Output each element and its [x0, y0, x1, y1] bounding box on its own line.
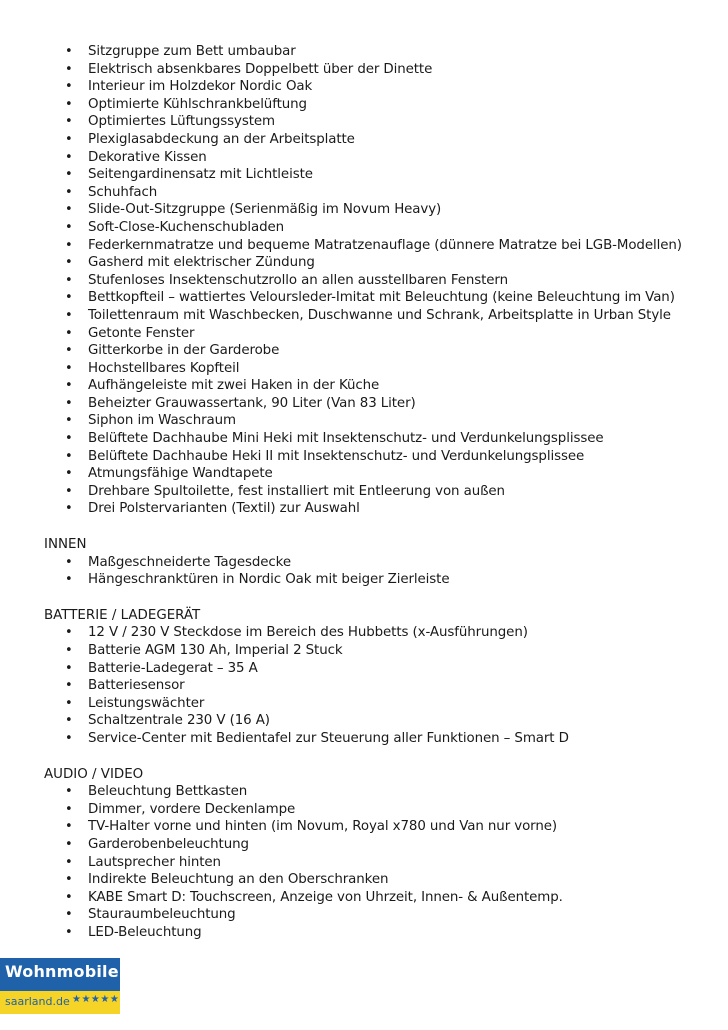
list-item: • Batterie AGM 130 Ah, Imperial 2 Stuck [0, 642, 728, 660]
list-item: • Bettkopfteil – wattiertes Veloursleder-Imitat mit Beleuchtung (keine Beleuchtung im Van) [0, 289, 728, 307]
list-item: • Indirekte Beleuchtung an den Oberschranken [0, 871, 728, 889]
list-item: • Belüftete Dachhaube Mini Heki mit Insektenschutz- und Verdunkelungsplissee [0, 430, 728, 448]
list-item: • Stauraumbeleuchtung [0, 906, 728, 924]
list-item: • Sitzgruppe zum Bett umbaubar [0, 43, 728, 61]
section-heading: BATTERIE / LADEGERÄT [44, 607, 201, 623]
list-item: • Aufhängeleiste mit zwei Haken in der Küche [0, 377, 728, 395]
list-item: • Gitterkorbe in der Garderobe [0, 342, 728, 360]
list-item: • Drei Polstervarianten (Textil) zur Auswahl [0, 500, 728, 518]
list-item: • Optimiertes Lüftungssystem [0, 113, 728, 131]
list-item: • Plexiglasabdeckung an der Arbeitsplatte [0, 131, 728, 149]
section-heading: INNEN [44, 537, 87, 553]
logo-site: saarland.de [5, 995, 70, 1008]
list-item: • Toilettenraum mit Waschbecken, Duschwanne und Schrank, Arbeitsplatte in Urban Style [0, 307, 728, 325]
wohnmobile-saarland-logo[interactable] [0, 958, 120, 1014]
list-item: • Hängeschranktüren in Nordic Oak mit beiger Zierleiste [0, 571, 728, 589]
list-item: • Schuhfach [0, 184, 728, 202]
document-body [0, 43, 728, 942]
section-list [0, 783, 728, 941]
list-item: • Dekorative Kissen [0, 149, 728, 167]
list-item: • Beheizter Grauwassertank, 90 Liter (Van 83 Liter) [0, 395, 728, 413]
section-heading: AUDIO / VIDEO [44, 766, 144, 782]
logo-title: Wohnmobile [5, 962, 119, 981]
list-item: • Schaltzentrale 230 V (16 A) [0, 712, 728, 730]
list-item: • Getonte Fenster [0, 325, 728, 343]
list-item: • Belüftete Dachhaube Heki II mit Insektenschutz- und Verdunkelungsplissee [0, 448, 728, 466]
list-item: • Maßgeschneiderte Tagesdecke [0, 554, 728, 572]
list-item: • Batteriesensor [0, 677, 728, 695]
list-item: • KABE Smart D: Touchscreen, Anzeige von Uhrzeit, Innen- & Außentemp. [0, 889, 728, 907]
list-item: • Batterie-Ladegerat – 35 A [0, 660, 728, 678]
sections [0, 536, 728, 941]
rating-stars-icon: ★★★★★ [72, 994, 120, 1005]
list-item: • Optimierte Kühlschrankbelüftung [0, 96, 728, 114]
list-item: • Leistungswächter [0, 695, 728, 713]
list-item: • TV-Halter vorne und hinten (im Novum, Royal x780 und Van nur vorne) [0, 818, 728, 836]
section-list [0, 624, 728, 747]
list-item: • LED-Beleuchtung [0, 924, 728, 942]
logo-bar [0, 991, 120, 1014]
list-item: • Drehbare Spultoilette, fest installiert mit Entleerung von außen [0, 483, 728, 501]
list-item: • Atmungsfähige Wandtapete [0, 465, 728, 483]
list-item: • Elektrisch absenkbares Doppelbett über der Dinette [0, 61, 728, 79]
list-item: • 12 V / 230 V Steckdose im Bereich des Hubbetts (x-Ausführungen) [0, 624, 728, 642]
list-item: • Beleuchtung Bettkasten [0, 783, 728, 801]
list-item: • Siphon im Waschraum [0, 412, 728, 430]
feature-list-main [0, 43, 728, 518]
list-item: • Slide-Out-Sitzgruppe (Serienmäßig im Novum Heavy) [0, 201, 728, 219]
list-item: • Dimmer, vordere Deckenlampe [0, 801, 728, 819]
list-item: • Service-Center mit Bedientafel zur Steuerung aller Funktionen – Smart D [0, 730, 728, 748]
list-item: • Interieur im Holzdekor Nordic Oak [0, 78, 728, 96]
section-list [0, 554, 728, 589]
list-item: • Soft-Close-Kuchenschubladen [0, 219, 728, 237]
list-item: • Lautsprecher hinten [0, 854, 728, 872]
list-item: • Hochstellbares Kopfteil [0, 360, 728, 378]
list-item: • Stufenloses Insektenschutzrollo an allen ausstellbaren Fenstern [0, 272, 728, 290]
list-item: • Gasherd mit elektrischer Zündung [0, 254, 728, 272]
list-item: • Federkernmatratze und bequeme Matratzenauflage (dünnere Matratze bei LGB-Modellen) [0, 237, 728, 255]
list-item: • Garderobenbeleuchtung [0, 836, 728, 854]
list-item: • Seitengardinensatz mit Lichtleiste [0, 166, 728, 184]
